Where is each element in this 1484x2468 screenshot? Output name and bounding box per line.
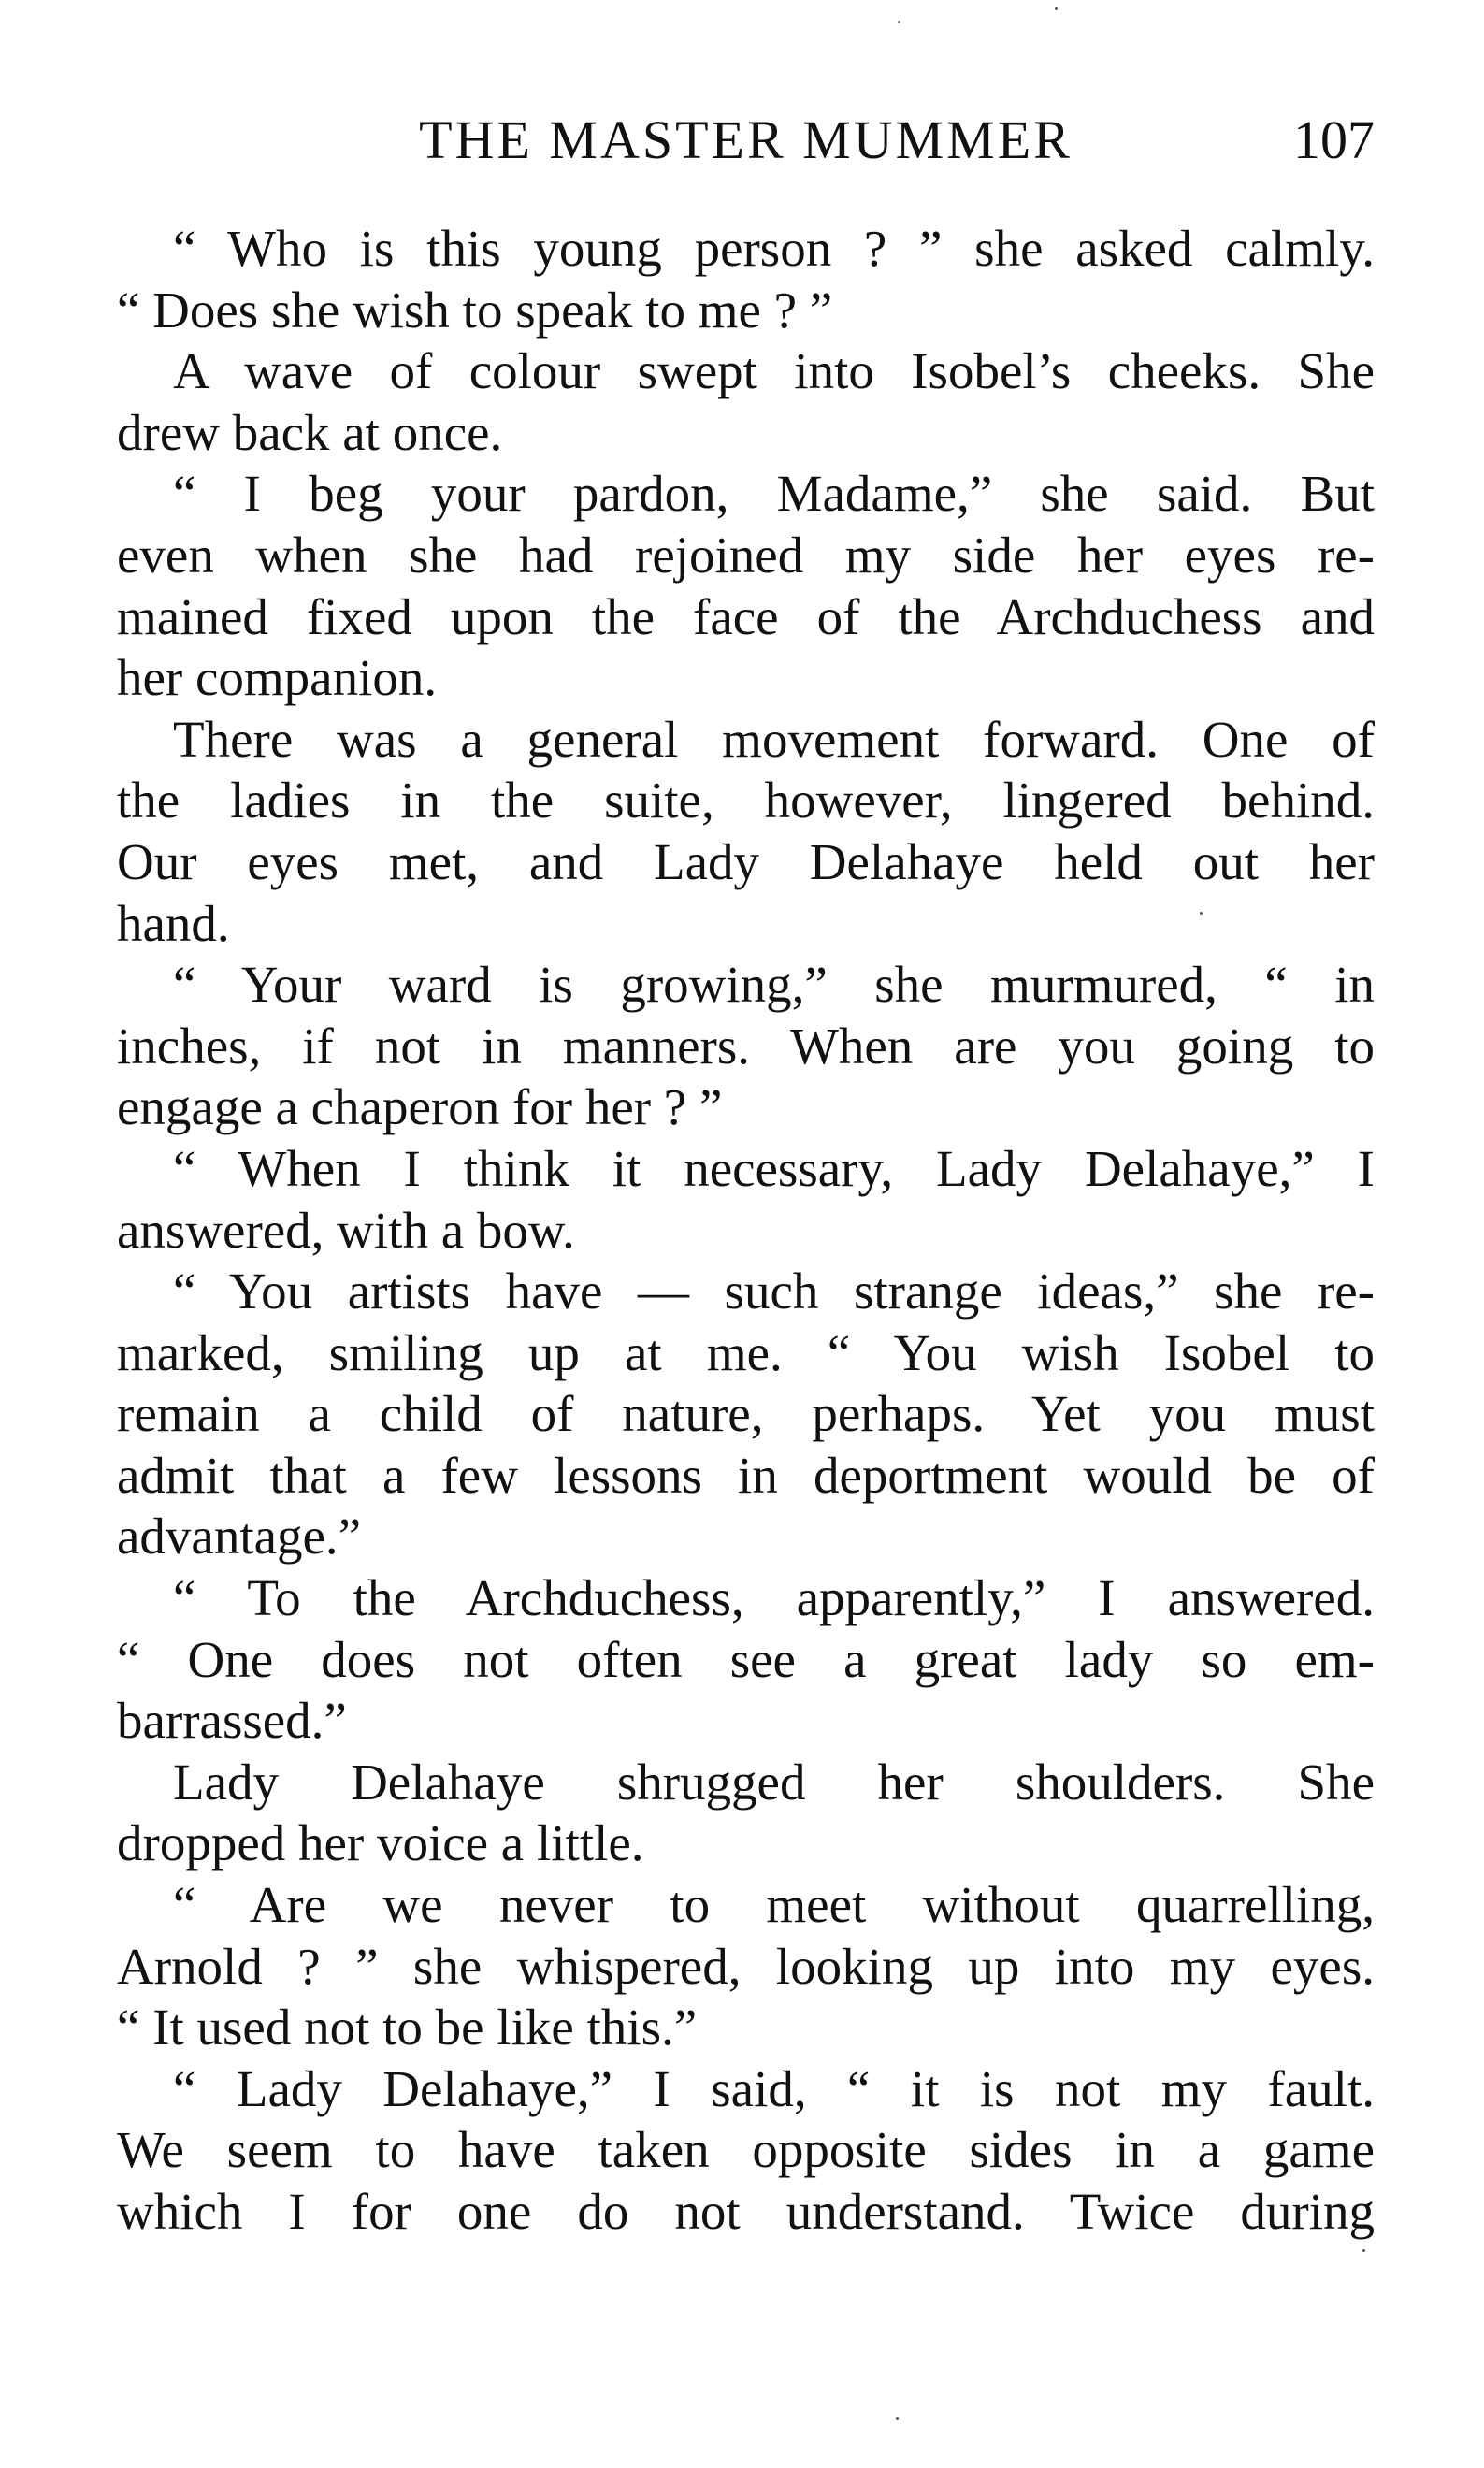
page-number: 107 xyxy=(1293,109,1375,170)
text-line: admit that a few lessons in deportment would be of xyxy=(117,1446,1375,1504)
text-line: the ladies in the suite, however, lingered behind. xyxy=(117,772,1375,830)
text-line: hand. xyxy=(117,894,230,952)
running-title: THE MASTER MUMMER xyxy=(419,109,1073,170)
scan-speck xyxy=(896,2417,899,2420)
text-line: remain a child of nature, perhaps. Yet you must xyxy=(117,1385,1375,1443)
text-line: Our eyes met, and Lady Delahaye held out her xyxy=(117,832,1375,890)
scan-speck xyxy=(898,21,900,23)
text-line: “ Who is this young person ? ” she asked calmly. xyxy=(173,220,1375,277)
text-line: “ To the Archduchess, apparently,” I answered. xyxy=(173,1569,1375,1627)
text-line: “ Are we never to meet without quarrelling, xyxy=(173,1876,1375,1934)
text-line: even when she had rejoined my side her eyes re- xyxy=(117,526,1375,584)
text-line: engage a chaperon for her ? ” xyxy=(117,1078,723,1136)
text-line: answered, with a bow. xyxy=(117,1201,575,1259)
text-line: “ You artists have — such strange ideas,” she re- xyxy=(173,1263,1375,1321)
text-line: “ I beg your pardon, Madame,” she said. But xyxy=(173,465,1375,523)
text-line: “ Does she wish to speak to me ? ” xyxy=(117,281,833,339)
text-line: advantage.” xyxy=(117,1508,362,1566)
text-line: barrassed.” xyxy=(117,1692,347,1750)
text-line: Lady Delahaye shrugged her shoulders. She xyxy=(173,1753,1375,1811)
text-line: A wave of colour swept into Isobel’s cheeks. She xyxy=(173,342,1375,400)
text-line: marked, smiling up at me. “ You wish Isobel to xyxy=(117,1323,1375,1381)
text-line: inches, if not in manners. When are you going to xyxy=(117,1017,1375,1075)
text-line: Arnold ? ” she whispered, looking up into my eyes. xyxy=(117,1937,1375,1995)
running-head xyxy=(117,103,1375,178)
text-line: “ It used not to be like this.” xyxy=(117,1999,698,2057)
scan-speck xyxy=(1200,912,1203,915)
text-line: “ Your ward is growing,” she murmured, “ in xyxy=(173,956,1375,1014)
text-line: dropped her voice a little. xyxy=(117,1814,644,1872)
scan-speck xyxy=(1362,2249,1365,2252)
body-text xyxy=(117,218,1375,2243)
text-line: We seem to have taken opposite sides in a game xyxy=(117,2121,1375,2179)
text-line: which I for one do not understand. Twice during xyxy=(117,2183,1375,2240)
text-line: “ One does not often see a great lady so em- xyxy=(117,1630,1375,1688)
scan-speck xyxy=(1055,7,1058,10)
text-line: drew back at once. xyxy=(117,403,503,461)
text-line: her companion. xyxy=(117,649,438,707)
text-line: There was a general movement forward. One of xyxy=(173,710,1375,768)
text-line: mained fixed upon the face of the Archduchess and xyxy=(117,587,1375,645)
text-line: “ When I think it necessary, Lady Delahaye,” I xyxy=(173,1139,1375,1197)
text-line: “ Lady Delahaye,” I said, “ it is not my fault. xyxy=(173,2059,1375,2117)
